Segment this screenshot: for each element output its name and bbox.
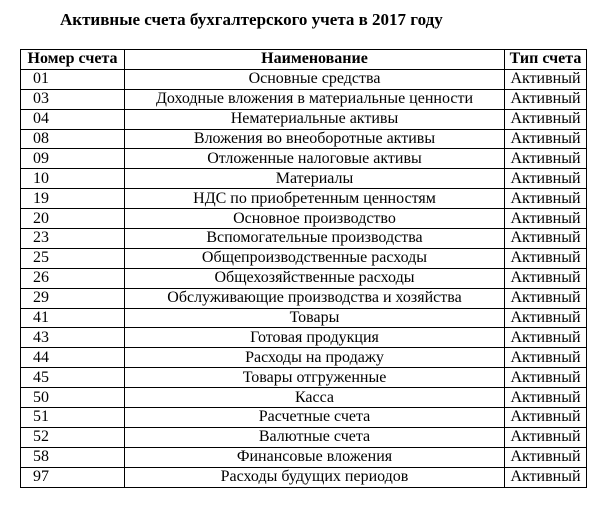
table-row xyxy=(21,368,587,388)
table-row xyxy=(21,268,587,288)
account-name-cell: Общехозяйственные расходы xyxy=(125,268,505,288)
account-number-cell: 10 xyxy=(21,169,125,189)
account-number-cell: 25 xyxy=(21,248,125,268)
document-title: Активные счета бухгалтерского учета в 2017 году xyxy=(60,10,443,29)
header-account-type: Тип счета xyxy=(505,50,587,70)
account-type-cell: Активный xyxy=(505,149,587,169)
header-account-number: Номер счета xyxy=(21,50,125,70)
header-account-name: Наименование xyxy=(125,50,505,70)
account-name-cell: Обслуживающие производства и хозяйства xyxy=(125,288,505,308)
account-type-cell: Активный xyxy=(505,268,587,288)
account-number-cell: 58 xyxy=(21,447,125,467)
account-name-cell: Основное производство xyxy=(125,209,505,229)
account-type-cell: Активный xyxy=(505,248,587,268)
account-type-cell: Активный xyxy=(505,169,587,189)
table-header-row xyxy=(21,50,587,70)
account-number-cell: 03 xyxy=(21,89,125,109)
account-number-cell: 08 xyxy=(21,129,125,149)
table-row xyxy=(21,69,587,89)
account-number-cell: 41 xyxy=(21,308,125,328)
account-number-cell: 26 xyxy=(21,268,125,288)
account-number-cell: 52 xyxy=(21,427,125,447)
account-number-cell: 19 xyxy=(21,189,125,209)
table-row xyxy=(21,348,587,368)
table-row xyxy=(21,388,587,408)
account-type-cell: Активный xyxy=(505,427,587,447)
table-row xyxy=(21,209,587,229)
account-type-cell: Активный xyxy=(505,368,587,388)
account-type-cell: Активный xyxy=(505,209,587,229)
account-name-cell: Основные средства xyxy=(125,69,505,89)
table-row xyxy=(21,427,587,447)
account-name-cell: Расходы будущих периодов xyxy=(125,467,505,487)
account-name-cell: Товары отгруженные xyxy=(125,368,505,388)
account-name-cell: Расчетные счета xyxy=(125,408,505,428)
account-number-cell: 20 xyxy=(21,209,125,229)
table-row xyxy=(21,149,587,169)
account-type-cell: Активный xyxy=(505,69,587,89)
accounts-table xyxy=(20,49,587,488)
table-row xyxy=(21,189,587,209)
account-number-cell: 97 xyxy=(21,467,125,487)
account-name-cell: НДС по приобретенным ценностям xyxy=(125,189,505,209)
account-type-cell: Активный xyxy=(505,89,587,109)
table-row xyxy=(21,447,587,467)
account-name-cell: Материалы xyxy=(125,169,505,189)
account-type-cell: Активный xyxy=(505,189,587,209)
table-row xyxy=(21,467,587,487)
account-number-cell: 51 xyxy=(21,408,125,428)
account-name-cell: Доходные вложения в материальные ценности xyxy=(125,89,505,109)
table-row xyxy=(21,109,587,129)
account-number-cell: 23 xyxy=(21,229,125,249)
account-type-cell: Активный xyxy=(505,467,587,487)
account-name-cell: Вспомогательные производства xyxy=(125,229,505,249)
account-name-cell: Общепроизводственные расходы xyxy=(125,248,505,268)
account-name-cell: Нематериальные активы xyxy=(125,109,505,129)
account-name-cell: Валютные счета xyxy=(125,427,505,447)
table-row xyxy=(21,129,587,149)
account-name-cell: Касса xyxy=(125,388,505,408)
account-type-cell: Активный xyxy=(505,348,587,368)
account-number-cell: 29 xyxy=(21,288,125,308)
account-number-cell: 43 xyxy=(21,328,125,348)
table-row xyxy=(21,169,587,189)
table-row xyxy=(21,408,587,428)
table-row xyxy=(21,229,587,249)
account-type-cell: Активный xyxy=(505,109,587,129)
account-number-cell: 04 xyxy=(21,109,125,129)
account-number-cell: 01 xyxy=(21,69,125,89)
account-type-cell: Активный xyxy=(505,447,587,467)
table-row xyxy=(21,89,587,109)
account-name-cell: Товары xyxy=(125,308,505,328)
table-row xyxy=(21,308,587,328)
table-body xyxy=(21,69,587,487)
account-name-cell: Отложенные налоговые активы xyxy=(125,149,505,169)
account-type-cell: Активный xyxy=(505,388,587,408)
account-type-cell: Активный xyxy=(505,129,587,149)
account-number-cell: 09 xyxy=(21,149,125,169)
account-type-cell: Активный xyxy=(505,408,587,428)
table-row xyxy=(21,248,587,268)
account-type-cell: Активный xyxy=(505,288,587,308)
account-name-cell: Вложения во внеоборотные активы xyxy=(125,129,505,149)
account-number-cell: 45 xyxy=(21,368,125,388)
account-type-cell: Активный xyxy=(505,308,587,328)
table-row xyxy=(21,288,587,308)
account-number-cell: 50 xyxy=(21,388,125,408)
account-type-cell: Активный xyxy=(505,229,587,249)
account-name-cell: Готовая продукция xyxy=(125,328,505,348)
table-row xyxy=(21,328,587,348)
account-name-cell: Финансовые вложения xyxy=(125,447,505,467)
account-name-cell: Расходы на продажу xyxy=(125,348,505,368)
account-number-cell: 44 xyxy=(21,348,125,368)
account-type-cell: Активный xyxy=(505,328,587,348)
